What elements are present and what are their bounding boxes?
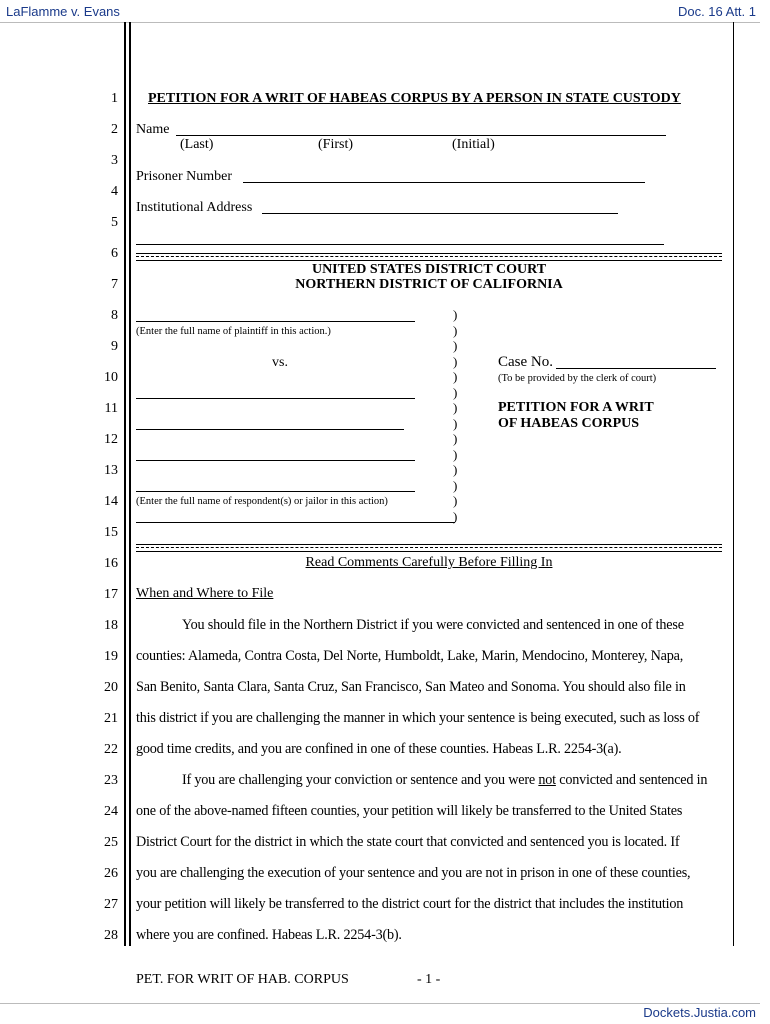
caption-paren: ) bbox=[453, 353, 458, 369]
line-number: 21 bbox=[104, 711, 118, 726]
body-line-27: your petition will likely be transferred to the district court for the district that includes the institution bbox=[136, 896, 684, 912]
document-title-line-1: PETITION FOR A WRIT bbox=[498, 400, 654, 415]
prisoner-number-field[interactable] bbox=[243, 182, 645, 183]
caption-paren: ) bbox=[453, 493, 458, 508]
page-number: - 1 - bbox=[417, 972, 441, 987]
header-divider bbox=[0, 22, 760, 23]
line-number: 19 bbox=[104, 649, 118, 664]
case-number-hint: (To be provided by the clerk of court) bbox=[498, 373, 657, 384]
body-line-20: San Benito, Santa Clara, Santa Cruz, San Francisco, San Mateo and Sonoma. You should also file in bbox=[136, 679, 686, 695]
line-number: 2 bbox=[111, 122, 118, 137]
court-district: NORTHERN DISTRICT OF CALIFORNIA bbox=[295, 277, 563, 292]
line-number: 22 bbox=[104, 742, 118, 757]
caption-paren: ) bbox=[453, 477, 458, 493]
name-label: Name bbox=[136, 122, 170, 137]
line-number: 20 bbox=[104, 680, 118, 695]
body-line-21: this district if you are challenging the manner in which your sentence is being executed, such as loss of bbox=[136, 710, 700, 726]
caption-paren: ) bbox=[453, 369, 458, 384]
line-number: 24 bbox=[104, 804, 118, 819]
institutional-address-field-2[interactable] bbox=[136, 244, 664, 245]
line-number: 17 bbox=[104, 587, 118, 602]
caption-paren: ) bbox=[453, 307, 458, 322]
line-number: 14 bbox=[104, 494, 118, 509]
body-line-26: you are challenging the execution of your sentence and you are not in prison in one of these counties, bbox=[136, 865, 691, 881]
body-line-23-end: convicted and sentenced in bbox=[555, 772, 708, 788]
comments-heading: Read Comments Carefully Before Filling In bbox=[305, 555, 553, 570]
caption-paren: ) bbox=[453, 446, 458, 462]
respondent-field-2[interactable] bbox=[136, 429, 404, 430]
respondent-field-4[interactable] bbox=[136, 491, 415, 492]
line-number: 5 bbox=[111, 215, 118, 230]
line-number: 28 bbox=[104, 928, 118, 943]
caption-paren: ) bbox=[453, 462, 458, 477]
court-name: UNITED STATES DISTRICT COURT bbox=[311, 262, 547, 277]
caption-paren: ) bbox=[453, 400, 458, 415]
left-margin-rule bbox=[124, 22, 126, 946]
name-field[interactable] bbox=[176, 135, 666, 136]
respondent-field-3[interactable] bbox=[136, 460, 415, 461]
caption-paren: ) bbox=[453, 338, 458, 353]
respondent-field-1[interactable] bbox=[136, 398, 415, 399]
body-line-23-not: not bbox=[538, 772, 556, 788]
line-number: 15 bbox=[104, 525, 118, 540]
line-number: 4 bbox=[111, 184, 118, 199]
line-number: 12 bbox=[104, 432, 118, 447]
institutional-address-field[interactable] bbox=[262, 213, 618, 214]
line-number: 6 bbox=[111, 246, 118, 261]
caption-paren: ) bbox=[453, 431, 458, 446]
initial-hint: (Initial) bbox=[452, 137, 495, 152]
left-margin-rule-inner bbox=[129, 22, 131, 946]
respondent-hint: (Enter the full name of respondent(s) or jailor in this action) bbox=[136, 496, 388, 507]
double-rule-bottom bbox=[136, 544, 722, 552]
respondent-field-5[interactable] bbox=[136, 522, 455, 523]
line-number: 3 bbox=[111, 153, 118, 168]
justia-link[interactable]: Dockets.Justia.com bbox=[643, 1005, 756, 1020]
case-name-link[interactable]: LaFlamme v. Evans bbox=[6, 4, 120, 19]
double-rule-top bbox=[136, 253, 722, 261]
section-heading: When and Where to File bbox=[136, 586, 274, 601]
caption-paren: ) bbox=[453, 384, 458, 400]
line-number: 1 bbox=[111, 91, 118, 106]
line-number: 9 bbox=[111, 339, 118, 354]
line-number: 25 bbox=[104, 835, 118, 850]
body-line-28: where you are confined. Habeas L.R. 2254-3(b). bbox=[136, 927, 402, 943]
body-line-25: District Court for the district in which the state court that convicted and sentenced you is located. If bbox=[136, 834, 680, 850]
footer-caption: PET. FOR WRIT OF HAB. CORPUS bbox=[136, 972, 349, 987]
institutional-address-label: Institutional Address bbox=[136, 200, 253, 215]
prisoner-number-label: Prisoner Number bbox=[136, 169, 233, 184]
line-number: 11 bbox=[104, 401, 118, 416]
last-name-hint: (Last) bbox=[180, 137, 214, 152]
caption-paren: ) bbox=[453, 415, 458, 431]
first-name-hint: (First) bbox=[318, 137, 353, 152]
body-line-19: counties: Alameda, Contra Costa, Del Norte, Humboldt, Lake, Marin, Mendocino, Monterey, Napa, bbox=[136, 648, 684, 664]
body-line-23-start: If you are challenging your conviction or sentence and you were bbox=[182, 772, 539, 788]
line-number: 27 bbox=[104, 897, 118, 912]
document-title-line-2: OF HABEAS CORPUS bbox=[498, 416, 640, 431]
caption-paren: ) bbox=[453, 322, 458, 338]
plaintiff-field[interactable] bbox=[136, 321, 415, 322]
line-number: 23 bbox=[104, 773, 118, 788]
case-number-field[interactable] bbox=[556, 368, 716, 369]
body-line-22: good time credits, and you are confined in one of these counties. Habeas L.R. 2254-3(a). bbox=[136, 741, 622, 757]
footer-divider bbox=[0, 1003, 760, 1004]
body-line-23 bbox=[182, 772, 707, 789]
line-number: 10 bbox=[104, 370, 118, 385]
plaintiff-hint: (Enter the full name of plaintiff in this action.) bbox=[136, 326, 331, 337]
case-number-label: Case No. bbox=[498, 354, 553, 370]
docket-number-link[interactable]: Doc. 16 Att. 1 bbox=[677, 4, 756, 19]
body-line-18: You should file in the Northern District if you were convicted and sentenced in one of these bbox=[182, 617, 684, 633]
caption-paren: ) bbox=[453, 508, 458, 524]
line-number: 16 bbox=[104, 556, 118, 571]
page-title: PETITION FOR A WRIT OF HABEAS CORPUS BY A PERSON IN STATE CUSTODY bbox=[148, 91, 681, 106]
line-number: 8 bbox=[111, 308, 118, 323]
body-line-24: one of the above-named fifteen counties, your petition will likely be transferred to the United States bbox=[136, 803, 683, 819]
right-margin-rule bbox=[733, 22, 734, 946]
line-number: 26 bbox=[104, 866, 118, 881]
line-number: 7 bbox=[111, 277, 118, 292]
line-number: 13 bbox=[104, 463, 118, 478]
line-number: 18 bbox=[104, 618, 118, 633]
versus-label: vs. bbox=[272, 355, 288, 370]
